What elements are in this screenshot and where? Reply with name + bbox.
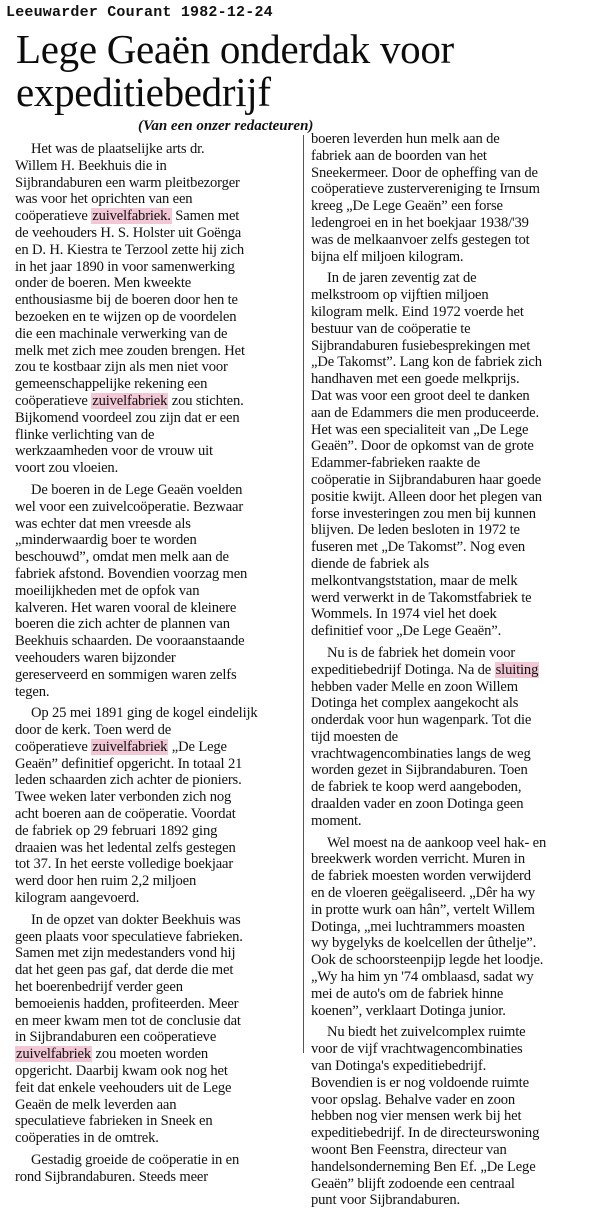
paragraph: In de jaren zeventig zat de melkstroom op vijftien miljoen kilogram melk. Eind 1972 voerde het bestuur van de coöperatie te Sijbrandaburen fusiebesprekingen met „De Takomst”. Lang kon de fabriek zich handhaven met een goede melkprijs. Dat was voor een groot deel te danken aan de Edammers die men produceerde. Het was een specialiteit van „De Lege Geaën”. Door de opkomst van de grote Edammer-fabrieken raakte de coöperatie in Sijbrandaburen haar goede positie kwijt. Alleen door het plegen van forse investeringen zou men bij kunnen blijven. De leden besloten in 1972 te fuseren met „De Takomst”. Nog even diende de fabriek als melkontvangststation, maar de melk werd verwerkt in de Takomstfabriek te Wommels. In 1974 viel het doek definitief voor „De Lege Geaën”. bbox=[311, 270, 542, 640]
paragraph bbox=[15, 141, 303, 477]
text-run: „De Lege Geaën” definitief opgericht. In totaal 21 leden schaarden zich achter de pioniers. Twee weken later verbonden zich nog acht boeren aan de coöperatie. Voordat de fabriek op 29 februari 1892 ging draaien was het ledental zelfs gestegen tot 37. In het eerste volledige boekjaar werd door hen ruim 2,2 miljoen kilogram aangevoerd. bbox=[15, 738, 243, 907]
paragraph: Wel moest na de aankoop veel hak- en breekwerk worden verricht. Muren in de fabriek moesten worden verwijderd en de vloeren geëgaliseerd. „Dêr ha wy in protte wurk oan hân”, vertelt Willem Dotinga, „mei luchtrammers moasten wy bygelyks de koelcellen der ûthelje”. Ook de schoorsteenpijp legde het loodje. „Wy ha him yn '74 omblaasd, sadat wy mei de auto's om de fabriek hinne koenen”, verklaart Dotinga junior. bbox=[311, 834, 547, 1019]
paragraph bbox=[15, 705, 303, 907]
article-column-right bbox=[311, 131, 599, 1214]
highlighted-term: sluiting bbox=[495, 661, 539, 678]
highlighted-term: zuivelfabriek bbox=[92, 392, 168, 409]
article-column-left bbox=[15, 141, 303, 1191]
text-run: In de opzet van dokter Beekhuis was geen plaats voor speculatieve fabrieken. Samen met zijn medestanders vond hij dat het geen pas gaf, dat derde die met het boerenbedrijf verder geen bemoeienis hadden, profiteerden. Meer en meer kwam men tot de conclusie dat in Sijbrandaburen een coöperatieve bbox=[15, 911, 243, 1046]
text-run: hebben vader Melle en zoon Willem Dotinga het complex aangekocht als onderdak voor hun wagenpark. Tot die tijd moesten de vrachtwagencombinaties langs de weg worden gezet in Sijbrandaburen. Toen de fabriek te koop werd aangeboden, draalden vader en zoon Dotinga geen moment. bbox=[311, 678, 532, 829]
highlighted-term: zuivelfabriek bbox=[16, 1046, 92, 1063]
highlighted-term: zuivelfabriek bbox=[92, 738, 168, 755]
text-run: zou moeten worden opgericht. Daarbij kwam ook nog het feit dat enkele veehouders uit de Lege Geaën de melk leverden aan speculatieve fabrieken in Sneek en coöperaties in de omtrek. bbox=[15, 1046, 232, 1147]
paragraph: Nu biedt het zuivelcomplex ruimte voor de vijf vrachtwagencombinaties van Dotinga's expeditiebedrijf. Bovendien is er nog voldoende ruimte voor opslag. Behalve vader en zoon hebben nog vier mensen werk bij het expeditiebedrijf. In de directeurswoning woont Ben Feenstra, directeur van handelsonderneming Ben Ef. „De Lege Geaën” blijft zodoende een centraal punt voor Sijbrandaburen. bbox=[311, 1024, 540, 1209]
text-run: Nu is de fabriek het domein voor expeditiebedrijf Dotinga. Na de bbox=[311, 644, 516, 678]
paragraph bbox=[311, 645, 599, 830]
text-run: zou stichten. Bijkomend voordeel zou zijn dat er een flinke verlichting van de werkzaamheden voor de vrouw uit voort zou vloeien. bbox=[15, 392, 244, 477]
text-run: Samen met de veehouders H. S. Holster uit Goënga en D. H. Kiestra te Terzool zette hij zich in het jaar 1890 in voor samenwerking onder de boeren. Men kweekte enthousiasme bij de boeren door hen te bezoeken en te wijzen op de voordelen die een machinale verwerking van de melk met zich mee zouden brengen. Het zou te kostbaar zijn als men niet voor gemeenschappelijke rekening een coöperatieve bbox=[15, 208, 245, 409]
column-divider bbox=[303, 135, 304, 1053]
headline-line-2: expeditiebedrijf bbox=[16, 69, 271, 115]
paragraph: boeren leverden hun melk aan de fabriek aan de boorden van het Sneekermeer. Door de opheffing van de coöperatieve zustervereniging te Irnsum kreeg „De Lege Geaën” een forse ledengroei en in het boekjaar 1938/'39 was de melkaanvoer zelfs gestegen tot bijna elf miljoen kilogram. bbox=[311, 131, 540, 265]
source-line: Leeuwarder Courant 1982-12-24 bbox=[6, 4, 273, 21]
headline bbox=[16, 28, 606, 114]
highlighted-term: zuivelfabriek. bbox=[92, 208, 171, 225]
paragraph bbox=[15, 912, 303, 1147]
text-run: Op 25 mei 1891 ging de kogel eindelijk door de kerk. Toen werd de coöperatieve bbox=[15, 705, 258, 755]
paragraph: De boeren in de Lege Geaën voelden wel voor een zuivelcoöperatie. Bezwaar was echter dat men vreesde als „minderwaardig boer te worden beschouwd”, omdat men melk aan de fabriek afstond. Bovendien voorzag men moeilijkheden met de opfok van kalveren. Het waren vooral de kleinere boeren die zich achter de plannen van Beekhuis schaarden. De vooraanstaande veehouders waren bijzonder gereserveerd en sommigen waren zelfs tegen. bbox=[15, 481, 248, 700]
paragraph: Gestadig groeide de coöperatie in en rond Sijbrandaburen. Steeds meer bbox=[15, 1152, 240, 1185]
text-run: Het was de plaatselijke arts dr. Willem H. Beekhuis die in Sijbrandaburen een warm pleitbezorger was voor het oprichten van een coöperatieve bbox=[15, 141, 240, 225]
headline-line-1: Lege Geaën onderdak voor bbox=[16, 26, 454, 72]
byline: (Van een onzer redacteuren) bbox=[138, 118, 314, 134]
